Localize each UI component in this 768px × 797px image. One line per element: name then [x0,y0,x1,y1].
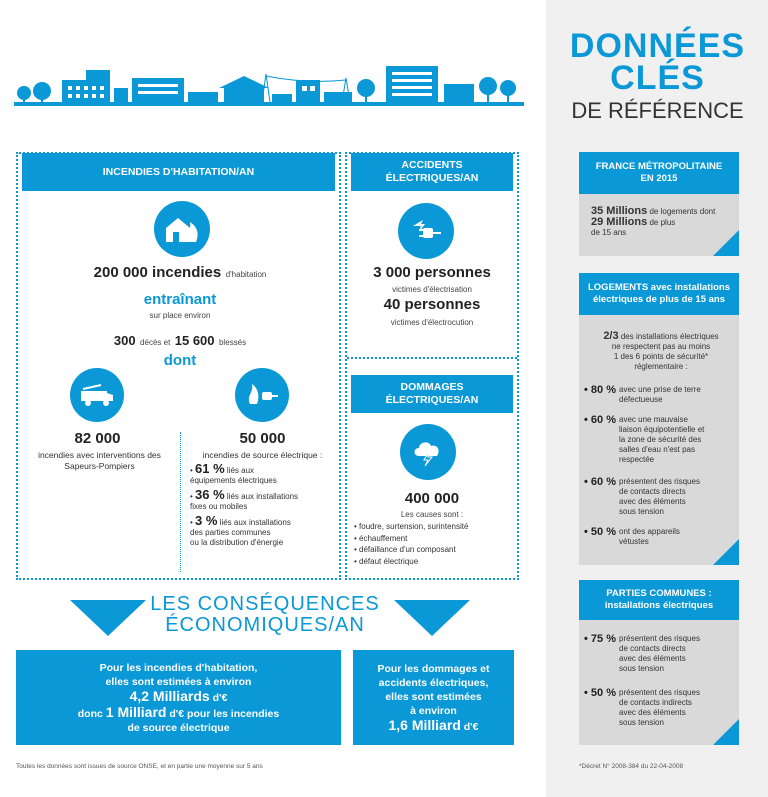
france-m1: 35 Millions [591,205,648,217]
cost-left-donc: donc [77,707,103,720]
blesses-num: 15 600 [174,333,215,348]
france-box [579,194,739,256]
electrique-bullets [190,461,340,552]
dommages-causes-list [354,521,514,567]
electrique-num: 50 000 [239,430,286,447]
pompiers-num: 82 000 [74,430,121,447]
cost-right-num: 1,6 Milliard [388,716,461,733]
city-skyline-illustration [14,58,524,118]
incendies-divider [180,432,181,572]
france-t1: de logements dont [649,207,716,216]
cost-left-unit1: d'€ [212,691,228,704]
cost-left-box [16,650,341,745]
electric-plug-fire-icon [235,368,289,422]
parties-box [579,620,739,745]
accidents-text1: victimes d'électrisation [392,285,472,294]
house-fire-icon [154,201,210,257]
sur-place-label: sur place environ [149,311,211,320]
cost-right-line4: à environ [410,704,457,717]
left-arrow-down-icon [70,600,146,636]
electrique-text: incendies de source électrique : [202,450,323,460]
accidents-text2: victimes d'électrocution [390,318,474,327]
cost-left-line5: de source électrique [127,721,230,734]
cost-left-line2: elles sont estimées à environ [105,675,252,688]
blesses-label: blessés [218,338,247,347]
dommages-num: 400 000 [404,490,460,507]
logements-header: LOGEMENTS avec installations électriques de plus de 15 ans [579,273,739,315]
cost-right-box [353,650,514,745]
accidents-personnes2: 40 personnes [383,296,481,313]
entrainant-label: entraînant [143,291,217,308]
footnote-right: *Décret N° 2008-384 du 22-04-2008 [579,763,684,770]
france-t3: de 15 ans [591,228,627,237]
logements-box: 2/3 des installations électriques ne respectent pas au moins 1 des 6 points de sécurité* réglementaire : • 80 % avec une prise de terre défectueuse • 60 % avec une mauvaise liaison équipotentielle et la zone de sécurité des salles d'eau n'est pas respectée • 60 % présentent des risques de contacts directs avec des éléments sous tension • 50 % ont des appareils vétustes [579,315,739,565]
dommages-header: DOMMAGES ÉLECTRIQUES/AN [351,375,513,413]
bullet-36: • 36 % liés aux installations fixes ou mobiles [190,487,299,511]
footnote-left: Toutes les données sont issues de source ONSE, et en partie une moyenne sur 5 ans [16,763,263,770]
corner-triangle [713,719,739,745]
bullet-3: • 3 % liés aux installations des parties communes ou la distribution d'énergie [190,513,291,547]
consequences-line2: ÉCONOMIQUES/AN [165,614,365,636]
cost-left-l4b: d'€ pour les incendies [169,707,280,720]
deces-label: décès et [140,338,171,347]
accidents-dommages-divider [347,357,517,359]
logements-item: • 80 % avec une prise de terre défectueuse [584,384,701,404]
france-t2: de plus [649,218,676,227]
logements-item: • 60 % avec une mauvaise liaison équipotentielle et la zone de sécurité des salles d'eau n'est pas respectée [584,414,705,464]
parties-item: • 50 % présentent des risques de contacts indirects avec des éléments sous tension [584,687,700,727]
cost-right-line3: elles sont estimées [385,690,482,703]
deces-num: 300 [113,333,136,348]
cost-left-num1: 4,2 Milliards [129,687,210,704]
title-line2: CLÉS [610,59,705,97]
right-arrow-down-icon [394,600,470,636]
dont-label: dont [163,352,197,369]
pompiers-text: incendies avec interventions des Sapeurs-Pompiers [38,450,161,471]
cause-item: • échauffement [354,533,408,543]
parties-item: • 75 % présentent des risques de contacts directs avec des éléments sous tension [584,633,700,673]
cause-item: • défaillance d'un composant [354,545,456,554]
cost-right-line2: accidents électriques, [378,676,489,689]
cause-item: • foudre, surtension, surintensité [354,522,469,531]
logements-frac: 2/3 [603,330,619,342]
incendies-count: 200 000 incendies [93,264,222,281]
cloud-lightning-icon [400,424,456,480]
bullet-61: • 61 % liés aux équipements électriques [190,461,277,485]
cost-left-line1: Pour les incendies d'habitation, [99,661,258,674]
accidents-header: ACCIDENTS ÉLECTRIQUES/AN [351,153,513,191]
accidents-personnes1: 3 000 personnes [373,264,491,281]
france-header: FRANCE MÉTROPOLITAINE EN 2015 [579,152,739,194]
title-line1: DONNÉES [569,27,746,65]
corner-triangle [713,230,739,256]
consequences-line1: LES CONSÉQUENCES [150,593,380,615]
parties-header: PARTIES COMMUNES : installations électriques [579,580,739,620]
logements-item: • 50 % ont des appareils vétustes [584,526,680,546]
cost-right-unit: d'€ [463,720,479,733]
fire-truck-icon [70,368,124,422]
title-line3: DE RÉFÉRENCE [571,98,744,123]
dommages-causes-label: Les causes sont : [400,510,464,519]
corner-triangle [713,539,739,565]
cost-left-num2: 1 Milliard [105,703,167,720]
logements-item: • 60 % présentent des risques de contacts directs avec des éléments sous tension [584,476,700,516]
cost-right-line1: Pour les dommages et [377,662,490,675]
incendies-header: INCENDIES D'HABITATION/AN [22,153,335,191]
plug-lightning-icon [398,203,454,259]
cause-item: • défaut électrique [354,556,419,566]
incendies-count-suffix: d'habitation [225,270,267,279]
france-m2: 29 Millions [591,216,648,228]
